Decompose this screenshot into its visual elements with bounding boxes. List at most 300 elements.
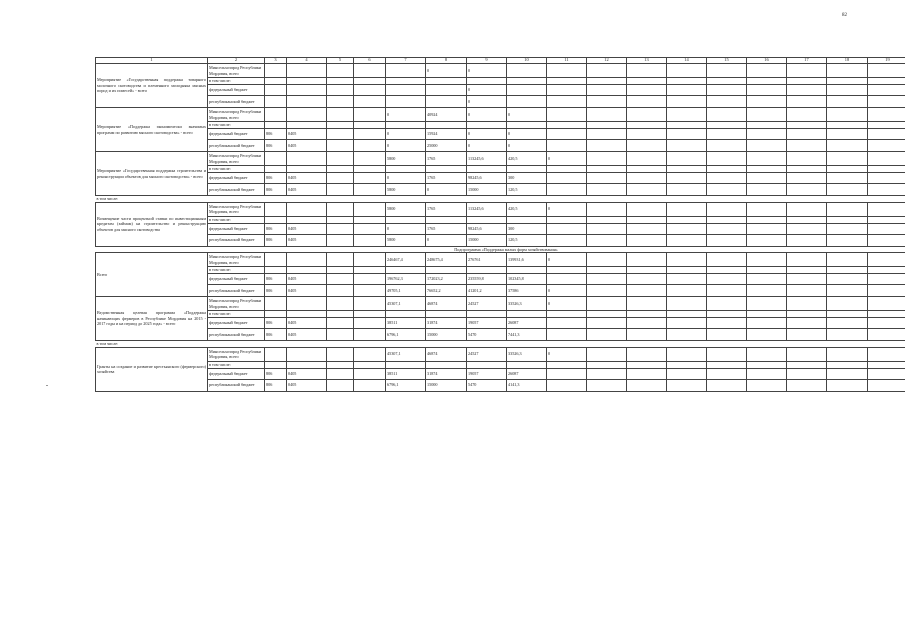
value-c17 — [787, 108, 827, 122]
value-c14 — [667, 347, 707, 361]
value-c18 — [827, 85, 868, 96]
value-c7: 0 — [386, 129, 426, 140]
value-c6 — [354, 64, 386, 78]
value-c5 — [327, 347, 354, 361]
value-c11 — [547, 96, 587, 108]
value-c14 — [667, 78, 707, 85]
value-c18 — [827, 64, 868, 78]
value-c13 — [627, 64, 667, 78]
value-c14 — [667, 318, 707, 329]
value-c6 — [354, 152, 386, 166]
value-c9: 24527 — [467, 297, 507, 311]
value-c15 — [707, 173, 747, 184]
value-c3: 806 — [265, 173, 287, 184]
value-c9 — [467, 311, 507, 318]
value-c17 — [787, 285, 827, 297]
value-c3: 806 — [265, 329, 287, 341]
table-row — [96, 78, 905, 85]
value-c18 — [827, 96, 868, 108]
value-c12 — [587, 223, 627, 234]
value-c10 — [507, 64, 547, 78]
value-c6 — [354, 166, 386, 173]
value-c7: 45307,1 — [386, 297, 426, 311]
value-c4: 0405 — [287, 140, 327, 152]
funding-source: Минсельхозпрод Республики Мордовия, всего — [208, 202, 265, 216]
value-c8: 1765 — [426, 152, 467, 166]
column-header-17: 17 — [787, 58, 827, 64]
value-c7 — [386, 96, 426, 108]
value-c17 — [787, 140, 827, 152]
value-c18 — [827, 329, 868, 341]
value-c13 — [627, 96, 667, 108]
value-c18 — [827, 216, 868, 223]
funding-source: республиканский бюджет — [208, 329, 265, 341]
value-c9: 276761 — [467, 253, 507, 267]
value-c3 — [265, 96, 287, 108]
value-c13 — [627, 184, 667, 196]
value-c15 — [707, 311, 747, 318]
value-c14 — [667, 267, 707, 274]
value-c7 — [386, 311, 426, 318]
value-c19 — [868, 85, 905, 96]
value-c19 — [868, 267, 905, 274]
value-c8 — [426, 122, 467, 129]
funding-source: республиканский бюджет — [208, 184, 265, 196]
value-c5 — [327, 379, 354, 391]
value-c14 — [667, 202, 707, 216]
funding-source: в том числе: — [208, 267, 265, 274]
value-c17 — [787, 216, 827, 223]
value-c11 — [547, 274, 587, 285]
funding-source: Минсельхозпрод Республики Мордовия, всего — [208, 108, 265, 122]
value-c7 — [386, 64, 426, 78]
value-c18 — [827, 166, 868, 173]
value-c7: 6796,1 — [386, 329, 426, 341]
value-c7: 0 — [386, 173, 426, 184]
value-c5 — [327, 96, 354, 108]
value-c14 — [667, 274, 707, 285]
value-c4 — [287, 347, 327, 361]
value-c9: 19057 — [467, 318, 507, 329]
value-c11 — [547, 216, 587, 223]
value-c15 — [707, 361, 747, 368]
value-c15 — [707, 216, 747, 223]
value-c14 — [667, 368, 707, 379]
value-c11 — [547, 379, 587, 391]
value-c3: 806 — [265, 129, 287, 140]
value-c5 — [327, 311, 354, 318]
value-c11 — [547, 368, 587, 379]
value-c12 — [587, 347, 627, 361]
value-c12 — [587, 267, 627, 274]
value-c19 — [868, 368, 905, 379]
value-c9: 15000 — [467, 184, 507, 196]
value-c19 — [868, 152, 905, 166]
value-c13 — [627, 166, 667, 173]
value-c12 — [587, 234, 627, 246]
value-c3: 806 — [265, 184, 287, 196]
table-row — [96, 234, 905, 246]
value-c5 — [327, 122, 354, 129]
measure-description: Мероприятие «Государственная поддержка строительства и реконструкции объектов для мясного скотоводства» - всего — [96, 152, 208, 196]
value-c7: 5800 — [386, 184, 426, 196]
value-c19 — [868, 223, 905, 234]
value-c14 — [667, 379, 707, 391]
value-c12 — [587, 122, 627, 129]
value-c16 — [747, 216, 787, 223]
value-c16 — [747, 234, 787, 246]
value-c5 — [327, 318, 354, 329]
value-c10 — [507, 78, 547, 85]
value-c8: 1765 — [426, 173, 467, 184]
value-c3 — [265, 152, 287, 166]
value-c8: 46874 — [426, 347, 467, 361]
value-c17 — [787, 347, 827, 361]
value-c12 — [587, 285, 627, 297]
value-c3 — [265, 202, 287, 216]
value-c8: 31874 — [426, 368, 467, 379]
value-c19 — [868, 78, 905, 85]
value-c4 — [287, 297, 327, 311]
note-spacer — [208, 196, 905, 203]
value-c8 — [426, 78, 467, 85]
value-c12 — [587, 379, 627, 391]
value-c6 — [354, 297, 386, 311]
value-c11: 0 — [547, 285, 587, 297]
value-c4 — [287, 216, 327, 223]
value-c8 — [426, 216, 467, 223]
value-c12 — [587, 85, 627, 96]
value-c19 — [868, 311, 905, 318]
value-c8: 248675,4 — [426, 253, 467, 267]
value-c17 — [787, 223, 827, 234]
value-c15 — [707, 274, 747, 285]
value-c7: 5800 — [386, 152, 426, 166]
value-c12 — [587, 152, 627, 166]
value-c18 — [827, 368, 868, 379]
value-c10: 26087 — [507, 318, 547, 329]
value-c11 — [547, 140, 587, 152]
table-row — [96, 173, 905, 184]
value-c13 — [627, 274, 667, 285]
value-c18 — [827, 285, 868, 297]
value-c9: 0 — [467, 108, 507, 122]
value-c9: 5470 — [467, 329, 507, 341]
value-c15 — [707, 129, 747, 140]
value-c16 — [747, 318, 787, 329]
value-c9: 0 — [467, 64, 507, 78]
value-c19 — [868, 297, 905, 311]
value-c14 — [667, 85, 707, 96]
value-c18 — [827, 297, 868, 311]
value-c7: 0 — [386, 140, 426, 152]
value-c9: 19057 — [467, 368, 507, 379]
funding-source: республиканский бюджет — [208, 285, 265, 297]
value-c16 — [747, 85, 787, 96]
value-c6 — [354, 361, 386, 368]
value-c7 — [386, 361, 426, 368]
value-c6 — [354, 274, 386, 285]
note-row — [96, 341, 905, 348]
value-c3 — [265, 253, 287, 267]
funding-source: в том числе: — [208, 78, 265, 85]
table-row — [96, 202, 905, 216]
table-row — [96, 274, 905, 285]
funding-source: Минсельхозпрод Республики Мордовия, всего — [208, 347, 265, 361]
measure-description: Возмещение части процентной ставки по инвестиционным кредитам (займам) на строительство и реконструкцию объектов для мясного скотоводства — [96, 202, 208, 246]
value-c13 — [627, 311, 667, 318]
value-c4: 0405 — [287, 173, 327, 184]
value-c11: 0 — [547, 297, 587, 311]
column-header-9: 9 — [467, 58, 507, 64]
value-c5 — [327, 64, 354, 78]
value-c5 — [327, 166, 354, 173]
value-c12 — [587, 297, 627, 311]
value-c4 — [287, 78, 327, 85]
value-c19 — [868, 64, 905, 78]
table-row — [96, 64, 905, 78]
value-c12 — [587, 140, 627, 152]
table-row — [96, 216, 905, 223]
column-header-16: 16 — [747, 58, 787, 64]
value-c19 — [868, 173, 905, 184]
value-c12 — [587, 311, 627, 318]
value-c8 — [426, 96, 467, 108]
value-c11 — [547, 311, 587, 318]
funding-source: федеральный бюджет — [208, 223, 265, 234]
column-header-3: 3 — [265, 58, 287, 64]
column-header-19: 19 — [868, 58, 905, 64]
value-c6 — [354, 122, 386, 129]
value-c11 — [547, 223, 587, 234]
value-c9: 15000 — [467, 234, 507, 246]
table-row — [96, 285, 905, 297]
value-c4 — [287, 64, 327, 78]
value-c6 — [354, 285, 386, 297]
value-c11 — [547, 361, 587, 368]
value-c3 — [265, 216, 287, 223]
value-c5 — [327, 108, 354, 122]
value-c5 — [327, 78, 354, 85]
value-c6 — [354, 173, 386, 184]
value-c5 — [327, 129, 354, 140]
table-row — [96, 267, 905, 274]
value-c18 — [827, 78, 868, 85]
value-c13 — [627, 368, 667, 379]
value-c18 — [827, 122, 868, 129]
column-header-13: 13 — [627, 58, 667, 64]
value-c5 — [327, 329, 354, 341]
value-c12 — [587, 253, 627, 267]
value-c16 — [747, 166, 787, 173]
value-c7 — [386, 78, 426, 85]
value-c14 — [667, 184, 707, 196]
value-c12 — [587, 96, 627, 108]
value-c9: 24527 — [467, 347, 507, 361]
value-c15 — [707, 285, 747, 297]
column-header-8: 8 — [426, 58, 467, 64]
value-c12 — [587, 329, 627, 341]
value-c13 — [627, 318, 667, 329]
value-c15 — [707, 234, 747, 246]
value-c18 — [827, 129, 868, 140]
value-c8 — [426, 85, 467, 96]
value-c10: 420,5 — [507, 202, 547, 216]
value-c16 — [747, 297, 787, 311]
value-c10: 120,5 — [507, 234, 547, 246]
value-c18 — [827, 253, 868, 267]
value-c5 — [327, 184, 354, 196]
table-row — [96, 368, 905, 379]
value-c9: 0 — [467, 129, 507, 140]
value-c9 — [467, 166, 507, 173]
value-c4 — [287, 96, 327, 108]
value-c4 — [287, 311, 327, 318]
value-c15 — [707, 267, 747, 274]
value-c16 — [747, 129, 787, 140]
value-c5 — [327, 173, 354, 184]
value-c3: 806 — [265, 274, 287, 285]
value-c9 — [467, 267, 507, 274]
subprogram-spacer-left — [96, 246, 426, 253]
value-c18 — [827, 267, 868, 274]
value-c3 — [265, 347, 287, 361]
value-c17 — [787, 297, 827, 311]
value-c3 — [265, 311, 287, 318]
funding-source: федеральный бюджет — [208, 274, 265, 285]
value-c12 — [587, 274, 627, 285]
value-c10: 26087 — [507, 368, 547, 379]
value-c17 — [787, 368, 827, 379]
value-c3: 806 — [265, 234, 287, 246]
subprogram-row — [96, 246, 905, 253]
value-c17 — [787, 253, 827, 267]
funding-source: в том числе: — [208, 166, 265, 173]
value-c13 — [627, 108, 667, 122]
value-c5 — [327, 223, 354, 234]
value-c12 — [587, 108, 627, 122]
subprogram-title: Подпрограмма «Поддержка малых форм хозяйствования» — [426, 246, 587, 253]
value-c8: 0 — [426, 234, 467, 246]
value-c4: 0405 — [287, 318, 327, 329]
value-c7: 45307,1 — [386, 347, 426, 361]
value-c8: 31874 — [426, 318, 467, 329]
value-c17 — [787, 173, 827, 184]
value-c15 — [707, 347, 747, 361]
value-c9 — [467, 216, 507, 223]
value-c10: 300 — [507, 173, 547, 184]
value-c16 — [747, 368, 787, 379]
value-c7: 246467,4 — [386, 253, 426, 267]
value-c6 — [354, 368, 386, 379]
value-c3 — [265, 267, 287, 274]
value-c7: 49705,1 — [386, 285, 426, 297]
value-c14 — [667, 122, 707, 129]
value-c16 — [747, 152, 787, 166]
value-c18 — [827, 379, 868, 391]
value-c15 — [707, 223, 747, 234]
value-c11 — [547, 122, 587, 129]
value-c3 — [265, 297, 287, 311]
value-c7: 38511 — [386, 368, 426, 379]
value-c16 — [747, 274, 787, 285]
value-c15 — [707, 152, 747, 166]
value-c4: 0405 — [287, 223, 327, 234]
column-header-12: 12 — [587, 58, 627, 64]
value-c4: 0405 — [287, 234, 327, 246]
value-c18 — [827, 108, 868, 122]
value-c11: 0 — [547, 152, 587, 166]
value-c13 — [627, 297, 667, 311]
value-c11 — [547, 173, 587, 184]
value-c16 — [747, 122, 787, 129]
value-c5 — [327, 267, 354, 274]
value-c9 — [467, 122, 507, 129]
value-c10 — [507, 122, 547, 129]
value-c6 — [354, 253, 386, 267]
value-c13 — [627, 85, 667, 96]
value-c18 — [827, 223, 868, 234]
column-header-14: 14 — [667, 58, 707, 64]
value-c14 — [667, 173, 707, 184]
measure-description: Всего — [96, 253, 208, 297]
value-c9 — [467, 361, 507, 368]
value-c13 — [627, 173, 667, 184]
funding-source: в том числе: — [208, 311, 265, 318]
value-c5 — [327, 85, 354, 96]
value-c12 — [587, 202, 627, 216]
value-c11 — [547, 184, 587, 196]
table-row — [96, 96, 905, 108]
value-c9: 5470 — [467, 379, 507, 391]
table-row — [96, 152, 905, 166]
measure-description: Гранты на создание и развитие крестьянского (фермерского) хозяйства — [96, 347, 208, 391]
value-c13 — [627, 285, 667, 297]
value-c14 — [667, 285, 707, 297]
value-c10 — [507, 85, 547, 96]
value-c10: 300 — [507, 223, 547, 234]
value-c16 — [747, 329, 787, 341]
value-c17 — [787, 267, 827, 274]
funding-source: в том числе: — [208, 122, 265, 129]
funding-source: республиканский бюджет — [208, 140, 265, 152]
table-row — [96, 253, 905, 267]
value-c4 — [287, 361, 327, 368]
measure-description: Мероприятие «Поддержка экономически значимых программ по развитию мясного скотоводства» - всего — [96, 108, 208, 152]
table-row — [96, 318, 905, 329]
funding-source: республиканский бюджет — [208, 234, 265, 246]
value-c8: 0 — [426, 64, 467, 78]
value-c8 — [426, 311, 467, 318]
value-c14 — [667, 166, 707, 173]
value-c19 — [868, 329, 905, 341]
value-c4: 0405 — [287, 129, 327, 140]
value-c11 — [547, 267, 587, 274]
value-c15 — [707, 297, 747, 311]
value-c10: 120,5 — [507, 184, 547, 196]
value-c18 — [827, 152, 868, 166]
funding-source: республиканский бюджет — [208, 96, 265, 108]
value-c14 — [667, 140, 707, 152]
value-c19 — [868, 122, 905, 129]
value-c5 — [327, 274, 354, 285]
column-header-7: 7 — [386, 58, 426, 64]
value-c16 — [747, 223, 787, 234]
value-c14 — [667, 297, 707, 311]
value-c10: 420,5 — [507, 152, 547, 166]
value-c13 — [627, 122, 667, 129]
value-c17 — [787, 96, 827, 108]
